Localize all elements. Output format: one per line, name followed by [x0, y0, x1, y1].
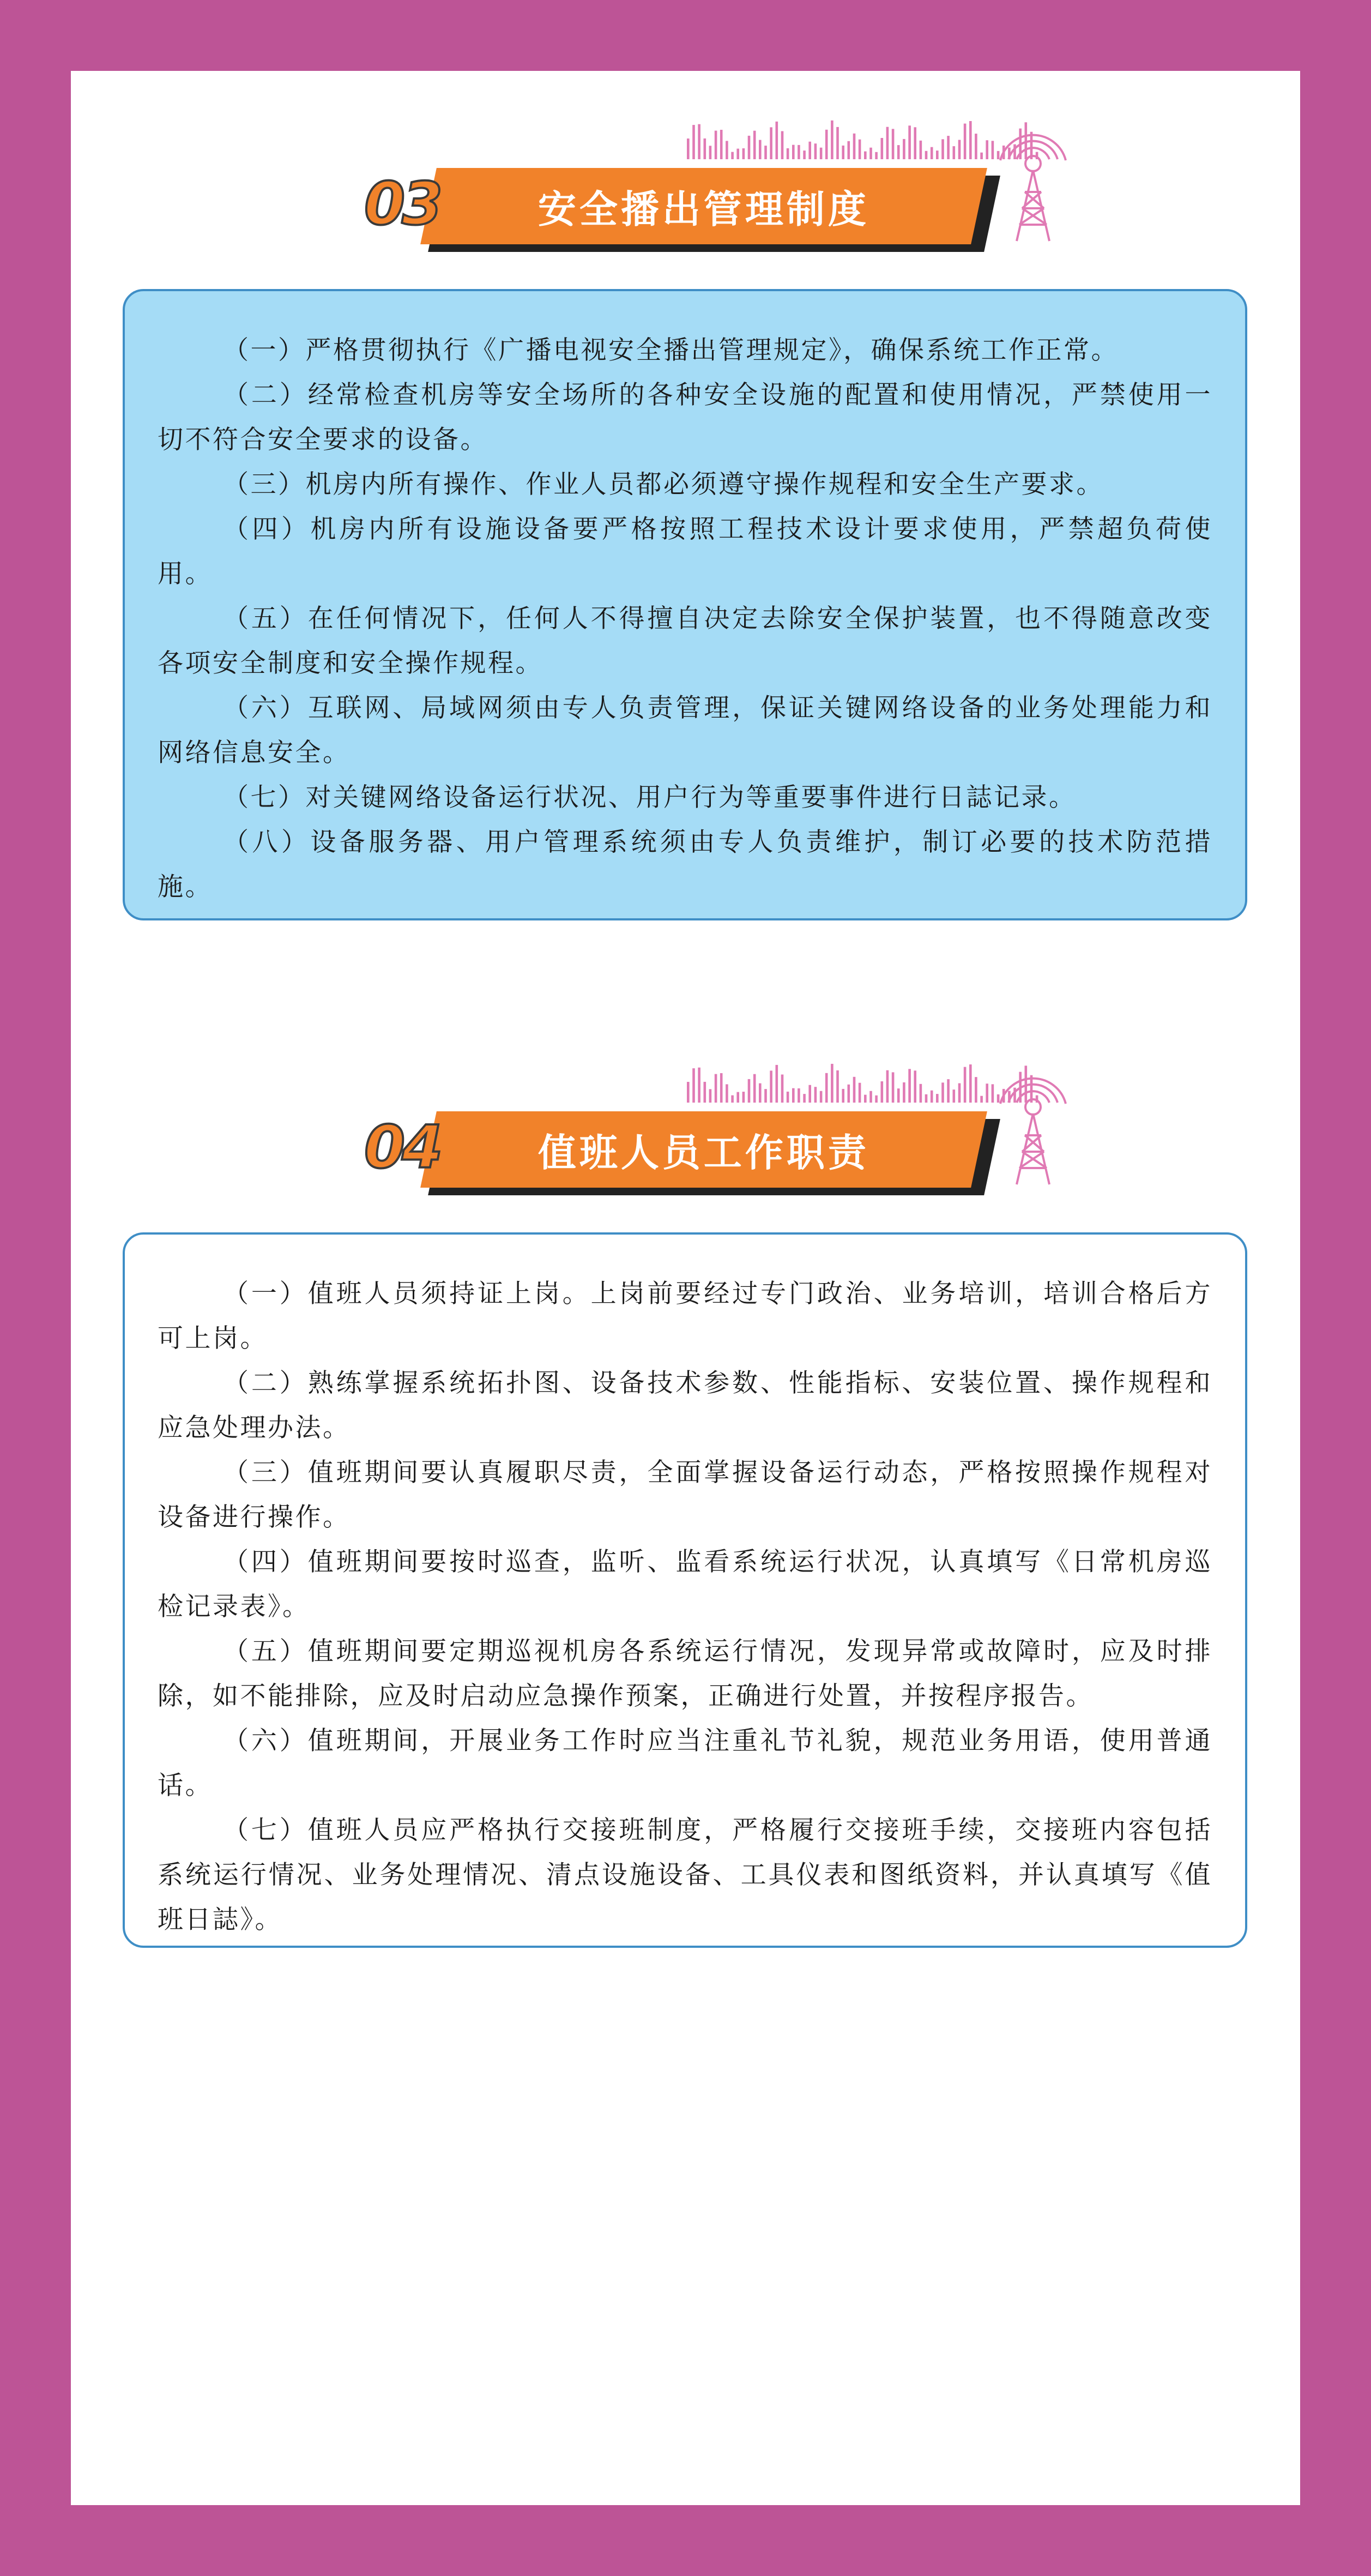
- equalizer-bar: [787, 148, 789, 159]
- equalizer-bar: [941, 139, 944, 159]
- equalizer-bar: [803, 151, 806, 159]
- equalizer-bar: [886, 127, 889, 159]
- section-03-item-5: （五）在任何情况下，任何人不得擅自决定去除安全保护装置，也不得随意改变各项安全制度和安全操作规程。: [158, 604, 1212, 678]
- equalizer-bars-decoration: [687, 1059, 1041, 1103]
- equalizer-bar: [720, 1073, 723, 1103]
- equalizer-bar: [969, 1064, 972, 1103]
- equalizer-bar: [736, 149, 739, 159]
- equalizer-bar: [936, 1094, 939, 1103]
- equalizer-bar: [764, 146, 767, 159]
- equalizer-bar: [958, 140, 961, 160]
- equalizer-bar: [687, 139, 690, 159]
- section-03-item-1: （一）严格贯彻执行《广播电视安全播出管理规定》，确保系统工作正常。: [223, 335, 1119, 365]
- equalizer-bar: [986, 140, 988, 159]
- equalizer-bar: [931, 1091, 933, 1103]
- equalizer-bar: [825, 1073, 828, 1103]
- section-03-banner: [420, 168, 987, 244]
- equalizer-bar: [831, 121, 834, 159]
- equalizer-bar: [881, 138, 884, 159]
- section-04-title: 值班人员工作职责: [538, 1130, 869, 1175]
- equalizer-bar: [947, 1079, 950, 1103]
- equalizer-bar: [825, 130, 828, 159]
- equalizer-bar: [920, 141, 922, 159]
- equalizer-bar: [848, 1085, 850, 1103]
- equalizer-bar: [748, 136, 751, 159]
- section-03-number: 03: [364, 170, 440, 238]
- equalizer-bar: [908, 1069, 911, 1103]
- equalizer-bar: [687, 1082, 690, 1103]
- equalizer-bar: [859, 140, 861, 159]
- section-03-item-3: （三）机房内所有操作、作业人员都必须遵守操作规程和安全生产要求。: [223, 470, 1104, 499]
- equalizer-bar: [897, 1088, 900, 1103]
- section-04-item-7: （七）值班人员应严格执行交接班制度，严格履行交接班手续，交接班内容包括系统运行情况、业务处理情况、清点设施设备、工具仪表和图纸资料，并认真填写《值班日誌》。: [158, 1815, 1212, 1935]
- section-04-item-2: （二）熟练掌握系统拓扑图、设备技术参数、性能指标、安装位置、操作规程和应急处理办法。: [158, 1368, 1212, 1443]
- equalizer-bar: [770, 127, 772, 159]
- section-03-item-4: （四）机房内所有设施设备要严格按照工程技术设计要求使用，严禁超负荷使用。: [158, 514, 1212, 589]
- equalizer-bar: [836, 127, 839, 159]
- equalizer-bar: [853, 134, 856, 159]
- equalizer-bar: [953, 146, 956, 159]
- section-04-number: 04: [364, 1114, 440, 1182]
- equalizer-bar: [792, 145, 795, 159]
- equalizer-bar: [742, 148, 745, 159]
- equalizer-bar: [958, 1084, 961, 1103]
- equalizer-bar: [808, 1085, 811, 1103]
- equalizer-bars-decoration: [687, 116, 1041, 159]
- poster-panel: [71, 71, 1300, 2505]
- equalizer-bar: [781, 131, 784, 160]
- equalizer-bar: [704, 139, 706, 159]
- equalizer-bar: [969, 121, 972, 159]
- equalizer-bar: [709, 146, 712, 159]
- equalizer-bar: [764, 1089, 767, 1103]
- equalizer-bar: [908, 125, 911, 159]
- equalizer-bar: [698, 1068, 700, 1103]
- section-03-header: [71, 116, 1300, 257]
- equalizer-bar: [903, 139, 905, 159]
- equalizer-bar: [875, 152, 878, 159]
- equalizer-bar: [709, 1089, 712, 1103]
- equalizer-bar: [798, 145, 800, 159]
- equalizer-bar: [759, 140, 762, 159]
- equalizer-bar: [953, 1090, 956, 1103]
- equalizer-bar: [975, 134, 977, 159]
- section-04-header: [71, 1059, 1300, 1201]
- equalizer-bar: [748, 1079, 751, 1103]
- section-03-title: 安全播出管理制度: [538, 186, 869, 232]
- equalizer-bar: [726, 1084, 728, 1103]
- equalizer-bar: [980, 1096, 983, 1103]
- equalizer-bar: [925, 151, 928, 159]
- equalizer-bar: [742, 1092, 745, 1103]
- equalizer-bar: [803, 1094, 806, 1103]
- equalizer-bar: [859, 1083, 861, 1103]
- equalizer-bar: [842, 1089, 844, 1103]
- equalizer-bar: [986, 1084, 988, 1103]
- section-04-item-3: （三）值班期间要认真履职尽责，全面掌握设备运行动态，严格按照操作规程对设备进行操作。: [158, 1458, 1212, 1532]
- equalizer-bar: [892, 129, 895, 159]
- equalizer-bar: [980, 153, 983, 159]
- section-04-item-6: （六）值班期间，开展业务工作时应当注重礼节礼貌，规范业务用语，使用普通话。: [158, 1726, 1212, 1801]
- equalizer-bar: [776, 122, 778, 159]
- equalizer-bar: [869, 1091, 872, 1103]
- equalizer-bar: [964, 1067, 967, 1103]
- equalizer-bar: [842, 146, 844, 159]
- equalizer-bar: [792, 1088, 795, 1103]
- equalizer-bar: [770, 1070, 772, 1103]
- equalizer-bar: [897, 145, 900, 159]
- equalizer-bar: [759, 1084, 762, 1103]
- equalizer-bar: [864, 1095, 867, 1103]
- equalizer-bar: [941, 1082, 944, 1103]
- equalizer-bar: [886, 1070, 889, 1103]
- equalizer-bar: [731, 152, 734, 159]
- radio-tower-icon: [992, 132, 1074, 246]
- section-04-banner: [420, 1111, 987, 1188]
- equalizer-bar: [820, 1091, 823, 1103]
- equalizer-bar: [820, 148, 823, 159]
- section-04-item-5: （五）值班期间要定期巡视机房各系统运行情况，发现异常或故障时，应及时排除，如不能排除，应及时启动应急操作预案，正确进行处置，并按程序报告。: [158, 1636, 1212, 1711]
- equalizer-bar: [892, 1072, 895, 1103]
- equalizer-bar: [975, 1077, 977, 1103]
- radio-tower-icon: [992, 1075, 1074, 1190]
- equalizer-bar: [715, 131, 717, 159]
- section-03-content-box: [123, 289, 1247, 920]
- equalizer-bar: [814, 143, 817, 159]
- equalizer-bar: [731, 1096, 734, 1103]
- equalizer-bar: [869, 148, 872, 159]
- equalizer-bar: [720, 130, 723, 159]
- section-04-content-box: [123, 1232, 1247, 1948]
- equalizer-bar: [875, 1096, 878, 1103]
- equalizer-bar: [798, 1088, 800, 1103]
- equalizer-bar: [814, 1087, 817, 1103]
- equalizer-bar: [931, 147, 933, 159]
- equalizer-bar: [692, 125, 695, 159]
- equalizer-bar: [936, 151, 939, 159]
- equalizer-bar: [836, 1070, 839, 1103]
- equalizer-bar: [947, 136, 950, 159]
- equalizer-bar: [715, 1074, 717, 1103]
- equalizer-bar: [914, 127, 916, 159]
- section-04-item-4: （四）值班期间要按时巡查，监听、监看系统运行状况，认真填写《日常机房巡检记录表》。: [158, 1547, 1212, 1622]
- equalizer-bar: [736, 1092, 739, 1103]
- section-03-item-2: （二）经常检查机房等安全场所的各种安全设施的配置和使用情况，严禁使用一切不符合安全要求的设备。: [158, 380, 1212, 455]
- equalizer-bar: [964, 124, 967, 159]
- equalizer-bar: [808, 142, 811, 159]
- equalizer-bar: [925, 1094, 928, 1103]
- equalizer-bar: [692, 1068, 695, 1103]
- equalizer-bar: [881, 1081, 884, 1103]
- equalizer-bar: [920, 1084, 922, 1103]
- equalizer-bar: [776, 1065, 778, 1103]
- section-03-item-8: （八）设备服务器、用户管理系统须由专人负责维护，制订必要的技术防范措施。: [158, 827, 1212, 902]
- equalizer-bar: [726, 141, 728, 159]
- equalizer-bar: [864, 152, 867, 159]
- equalizer-bar: [903, 1082, 905, 1103]
- equalizer-bar: [848, 141, 850, 159]
- equalizer-bar: [831, 1064, 834, 1103]
- equalizer-bar: [698, 124, 700, 159]
- section-04-item-1: （一）值班人员须持证上岗。上岗前要经过专门政治、业务培训，培训合格后方可上岗。: [158, 1279, 1212, 1353]
- equalizer-bar: [787, 1092, 789, 1103]
- section-03-item-7: （七）对关键网络设备运行状况、用户行为等重要事件进行日誌记录。: [223, 783, 1077, 812]
- equalizer-bar: [781, 1075, 784, 1103]
- equalizer-bar: [753, 1074, 756, 1103]
- equalizer-bar: [853, 1077, 856, 1103]
- equalizer-bar: [704, 1082, 706, 1103]
- equalizer-bar: [753, 131, 756, 159]
- section-03-item-6: （六）互联网、局域网须由专人负责管理，保证关键网络设备的业务处理能力和网络信息安全。: [158, 693, 1212, 768]
- equalizer-bar: [914, 1070, 916, 1103]
